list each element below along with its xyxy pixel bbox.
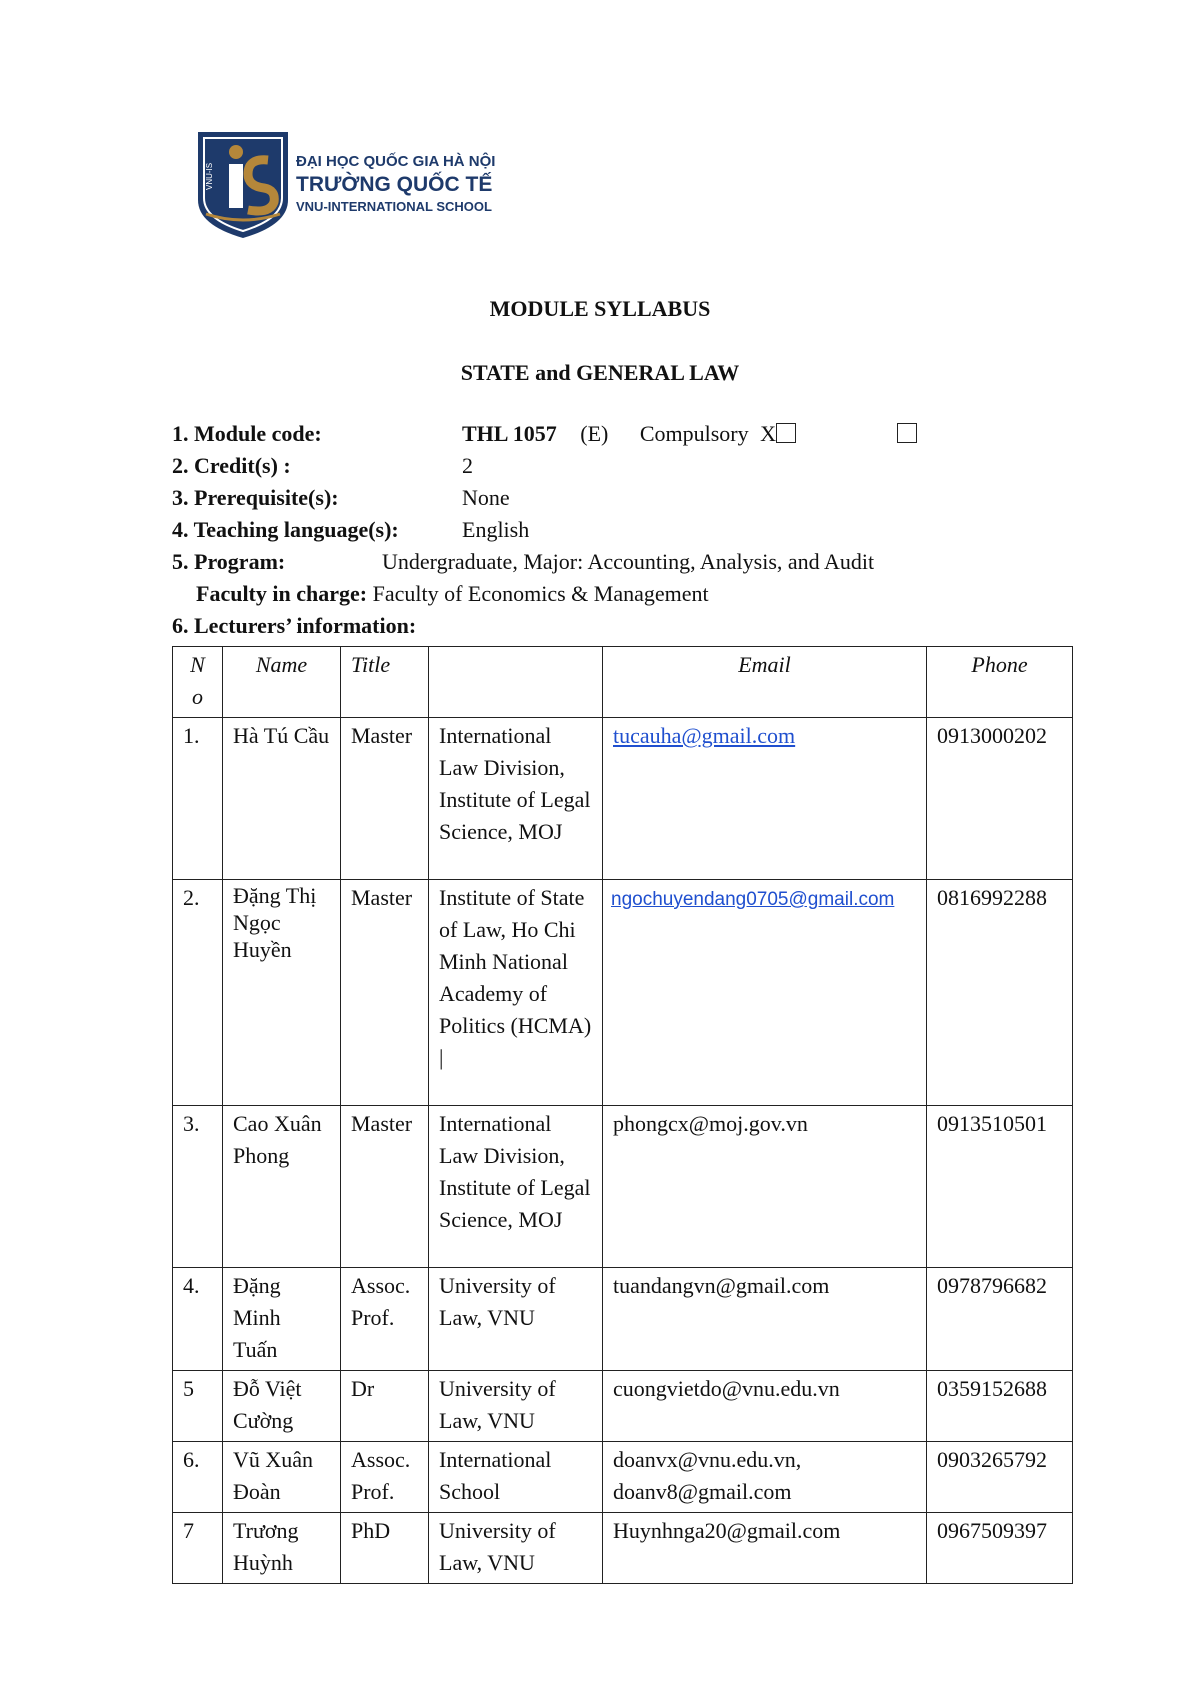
- lecturers-table: [172, 646, 1073, 1584]
- logo-line-3: VNU-INTERNATIONAL SCHOOL: [296, 199, 492, 214]
- cell-no: 6.: [173, 1442, 223, 1513]
- header-name: Name: [223, 647, 341, 718]
- cell-phone: 0967509397: [927, 1513, 1073, 1584]
- credits-label: 2. Credit(s) :: [172, 453, 291, 478]
- cell-email: tuandangvn@gmail.com: [603, 1268, 927, 1371]
- faculty-label: Faculty in charge:: [196, 581, 368, 606]
- cell-name: Hà Tú Cầu: [223, 718, 341, 880]
- cell-affiliation: International Law Division, Institute of Legal Science, MOJ: [429, 718, 603, 880]
- prerequisite-value: None: [462, 485, 510, 510]
- compulsory-label: Compulsory: [639, 421, 749, 446]
- email-link[interactable]: ngochuyendang0705@gmail.com: [611, 889, 895, 910]
- cell-email: Huynhnga20@gmail.com: [603, 1513, 927, 1584]
- cell-name: Vũ Xuân Đoàn: [223, 1442, 341, 1513]
- logo-line-1: ĐẠI HỌC QUỐC GIA HÀ NỘI: [296, 153, 496, 170]
- table-header-row: [173, 647, 1073, 718]
- cell-phone: 0913000202: [927, 718, 1073, 880]
- cell-name: Đặng Thị Ngọc Huyền: [223, 880, 341, 1106]
- logo-line-2: TRƯỜNG QUỐC TẾ: [296, 173, 493, 196]
- module-code-value: THL 1057: [462, 421, 557, 446]
- cell-affiliation: University of Law, VNU: [429, 1371, 603, 1442]
- program-label: 5. Program:: [172, 549, 286, 574]
- table-row: [173, 1371, 1073, 1442]
- compulsory-checkbox[interactable]: [776, 423, 796, 443]
- cell-name: Trương Huỳnh: [223, 1513, 341, 1584]
- cell-email: phongcx@moj.gov.vn: [603, 1106, 927, 1268]
- header-affiliation: [429, 647, 603, 718]
- header-phone: Phone: [927, 647, 1073, 718]
- cell-email: [603, 880, 927, 1106]
- cell-name: Đặng Minh Tuấn: [223, 1268, 341, 1371]
- table-row: [173, 1106, 1073, 1268]
- compulsory-mark: X: [760, 421, 777, 446]
- cell-email: cuongvietdo@vnu.edu.vn: [603, 1371, 927, 1442]
- program-value: Undergraduate, Major: Accounting, Analysis, and Audit: [382, 549, 875, 574]
- cell-title: Assoc. Prof.: [341, 1268, 429, 1371]
- cell-affiliation: International Law Division, Institute of Legal Science, MOJ: [429, 1106, 603, 1268]
- cell-name: Đỗ Việt Cường: [223, 1371, 341, 1442]
- table-row: [173, 718, 1073, 880]
- school-logo: [196, 130, 526, 240]
- language-value: English: [462, 517, 530, 542]
- document-title: MODULE SYLLABUS: [489, 296, 711, 321]
- cell-affiliation: University of Law, VNU: [429, 1268, 603, 1371]
- document-subtitle: STATE and GENERAL LAW: [460, 360, 740, 385]
- cell-phone: 0903265792: [927, 1442, 1073, 1513]
- cell-phone: 0978796682: [927, 1268, 1073, 1371]
- table-row: [173, 1442, 1073, 1513]
- cell-title: Master: [341, 880, 429, 1106]
- language-label: 4. Teaching language(s):: [172, 517, 399, 542]
- cell-phone: 0913510501: [927, 1106, 1073, 1268]
- cell-affiliation: University of Law, VNU: [429, 1513, 603, 1584]
- cell-no: 5: [173, 1371, 223, 1442]
- cell-no: 3.: [173, 1106, 223, 1268]
- table-row: [173, 1513, 1073, 1584]
- credits-value: 2: [462, 453, 473, 478]
- cell-name: Cao Xuân Phong: [223, 1106, 341, 1268]
- prerequisite-label: 3. Prerequisite(s):: [172, 485, 339, 510]
- cell-email: doanvx@vnu.edu.vn, doanv8@gmail.com: [603, 1442, 927, 1513]
- cell-title: Dr: [341, 1371, 429, 1442]
- cell-phone: 0359152688: [927, 1371, 1073, 1442]
- cell-title: Assoc. Prof.: [341, 1442, 429, 1513]
- email-link[interactable]: tucauha@gmail.com: [613, 723, 796, 748]
- header-email: Email: [603, 647, 927, 718]
- cell-title: Master: [341, 1106, 429, 1268]
- cell-no: 2.: [173, 880, 223, 1106]
- cell-affiliation: Institute of State of Law, Ho Chi Minh National Academy of Politics (HCMA) |: [429, 880, 603, 1106]
- cell-title: Master: [341, 718, 429, 880]
- header-no: N o: [173, 647, 223, 718]
- table-row: [173, 880, 1073, 1106]
- cell-phone: 0816992288: [927, 880, 1073, 1106]
- cell-affiliation: International School: [429, 1442, 603, 1513]
- cell-no: 1.: [173, 718, 223, 880]
- module-code-suffix: (E): [580, 421, 609, 446]
- cell-no: 7: [173, 1513, 223, 1584]
- table-row: [173, 1268, 1073, 1371]
- cell-email: [603, 718, 927, 880]
- module-code-label: 1. Module code:: [172, 421, 322, 446]
- faculty-value: Faculty of Economics & Management: [372, 581, 709, 606]
- header-title: Title: [341, 647, 429, 718]
- cell-title: PhD: [341, 1513, 429, 1584]
- cell-no: 4.: [173, 1268, 223, 1371]
- svg-text:VNU-IS: VNU-IS: [205, 162, 214, 190]
- elective-checkbox[interactable]: [897, 423, 917, 443]
- lecturers-heading: 6. Lecturers’ information:: [172, 613, 417, 638]
